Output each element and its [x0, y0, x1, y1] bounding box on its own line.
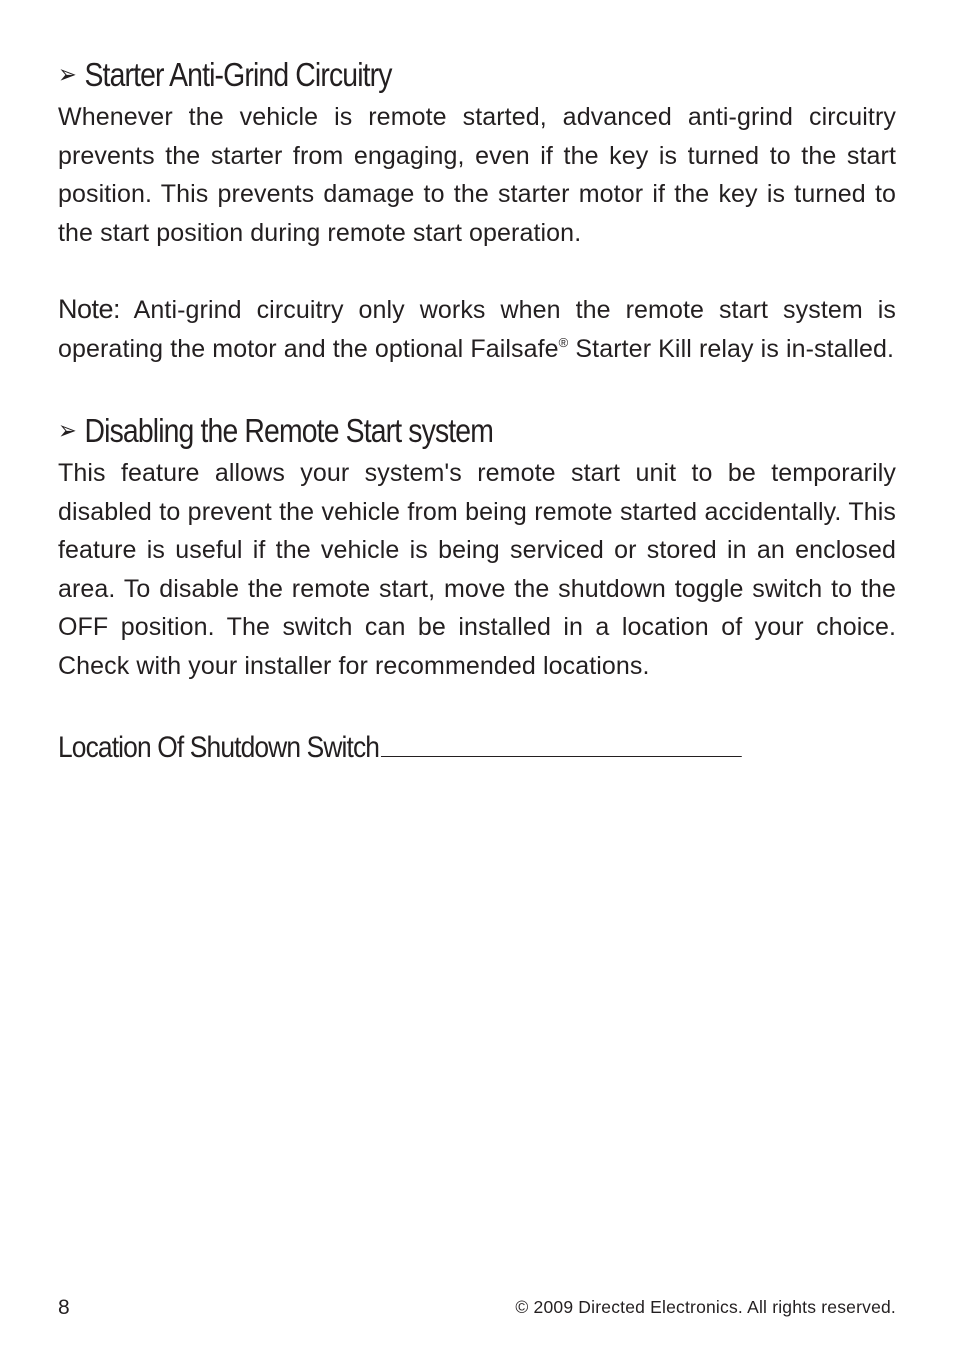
note-text-before: Anti-grind circuitry only works when the remote start system is operating the motor and the optional Failsafe — [58, 296, 896, 363]
page-content — [58, 52, 896, 771]
registered-mark: ® — [558, 334, 569, 350]
section-title: Disabling the Remote Start system — [84, 412, 494, 449]
note-text-after: Starter Kill relay is in-stalled. — [568, 334, 895, 363]
page-footer — [58, 1294, 896, 1324]
page-number: 8 — [58, 1296, 70, 1319]
anti-grind-paragraph: Whenever the vehicle is remote started, advanced anti-grind circuitry prevents the starter from engaging, even if the key is turned to the start position. This prevents damage to the starter motor if the key is turned to the start position during remote start operation. — [58, 103, 896, 247]
section-title: Starter Anti-Grind Circuitry — [84, 56, 392, 93]
shutdown-switch-location-field — [58, 725, 795, 771]
location-label: Location Of Shutdown Switch — [58, 731, 380, 764]
location-blank-line — [381, 755, 742, 757]
arrow-bullet-icon: ➢ — [58, 60, 76, 90]
section-heading-disabling — [58, 408, 779, 454]
arrow-bullet-icon: ➢ — [58, 416, 76, 446]
copyright-notice: © 2009 Directed Electronics. All rights reserved. — [515, 1297, 896, 1317]
note-paragraph — [58, 290, 896, 368]
section-heading-anti-grind — [58, 52, 779, 98]
note-label: Note: — [58, 294, 121, 324]
disabling-paragraph: This feature allows your system's remote start unit to be temporarily disabled to prevent the vehicle from being remote started accidentally. This feature is useful if the vehicle is being serviced or stored in an enclosed area. To disable the remote start, move the shutdown toggle switch to the OFF position. The switch can be installed in a location of your choice. Check with your installer for recommended locations. — [58, 459, 896, 680]
